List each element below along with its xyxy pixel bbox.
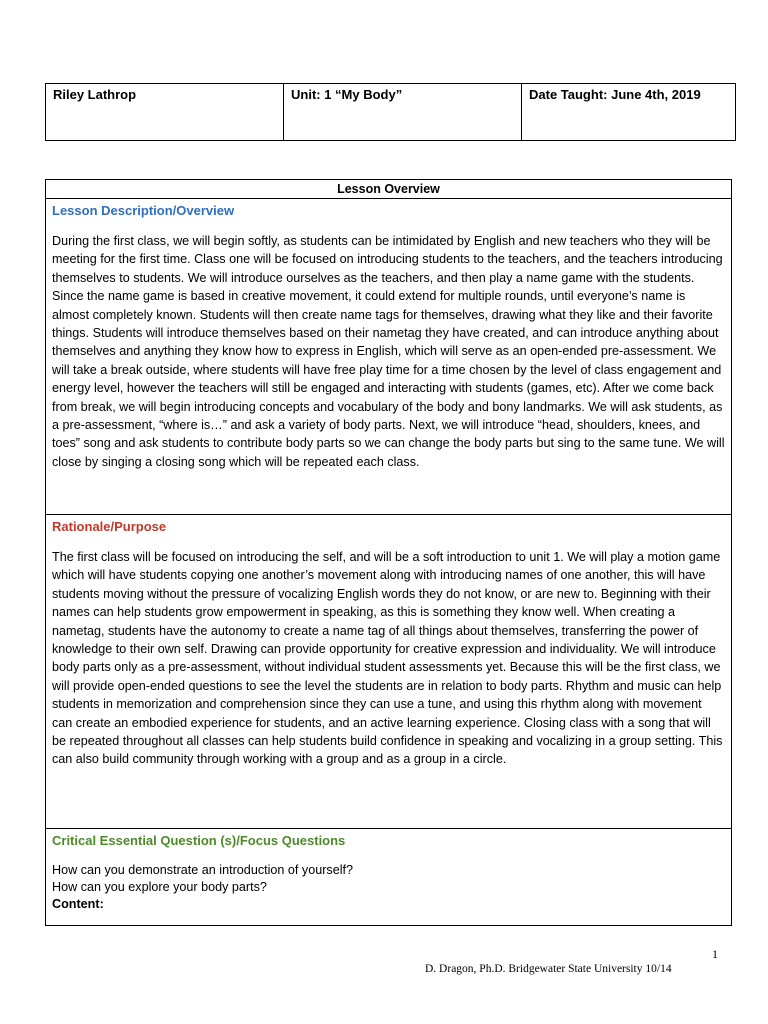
lesson-overview-title: Lesson Overview [46,180,732,199]
rationale-text: The first class will be focused on introducing the self, and will be a soft introduction to unit 1. We will play a motion game which will have students copying one another’s movement along with introducing names of one another, this will have students moving without the pressure of vocalizing English words they do not know, or are new to. Beginning with their names can help students grow empowerment in speaking, as this is something they know well. When creating a nametag, students have the autonomy to create a name tag of all things about themselves, transferring the power of knowledge to their own self. Drawing can provide opportunity for creative expression and individuality. We will introduce body parts only as a pre-assessment, without individual student assessments yet. Because this will be the first class, we will provide open-ended questions to see the level the students are in relation to body parts. Rhythm and music can help students in memorization and comprehension since they can use a tune, and using this rhythm along with movement can create an embodied experience for students, and an active learning experience. Closing class with a song that will be repeated throughout all classes can help students build confidence in speaking and vocalizing in a group setting. This can also build community through working with a group and as a group in a circle. [52,550,723,767]
essential-questions-section [46,829,732,926]
description-text: During the first class, we will begin softly, as students can be intimidated by English and new teachers who they will be meeting for the first time. Class one will be focused on introducing students to the teachers, and the teachers introducing themselves to students. We will introduce ourselves as the teachers, and then play a name game with the students. Since the name game is based in creative movement, it could extend for multiple rounds, until everyone’s name is almost completely known. Students will then create name tags for themselves, drawing what they like and their favorite things. Students will introduce themselves based on their nametag they have created, and can introduce anything about themselves and anything they know how to express in English, which will serve as an open-ended pre-assessment. We will take a break outside, where students will have free play time for a time chosen by the level of class engagement and energy level, however the teachers will still be engaged and interacting with students (games, etc). After we come back from break, we will begin introducing concepts and vocabulary of the body and bony landmarks. We will ask students, as a pre-assessment, “where is…” and ask a variety of body parts. Next, we will introduce “head, shoulders, knees, and toes” song and ask students to contribute body parts so we can change the body parts but sing to the same tune. We will close by singing a closing song which will be repeated each class. [52,234,725,469]
page-number: 1 [712,947,718,961]
date-cell: Date Taught: June 4th, 2019 [522,84,736,141]
essential-questions-heading: Critical Essential Question (s)/Focus Questions [52,833,346,848]
rationale-heading: Rationale/Purpose [52,519,167,534]
teacher-name-cell: Riley Lathrop [46,84,284,141]
description-section [46,199,732,515]
footer-credit: D. Dragon, Ph.D. Bridgewater State University 10/14 [425,963,672,975]
header-table [45,83,736,141]
question-1: How can you demonstrate an introduction of yourself? [52,863,354,877]
content-label: Content: [52,897,104,911]
unit-cell: Unit: 1 “My Body” [284,84,522,141]
lesson-overview-table [45,179,732,926]
question-2: How can you explore your body parts? [52,880,267,894]
rationale-section [46,515,732,829]
description-heading: Lesson Description/Overview [52,203,235,218]
